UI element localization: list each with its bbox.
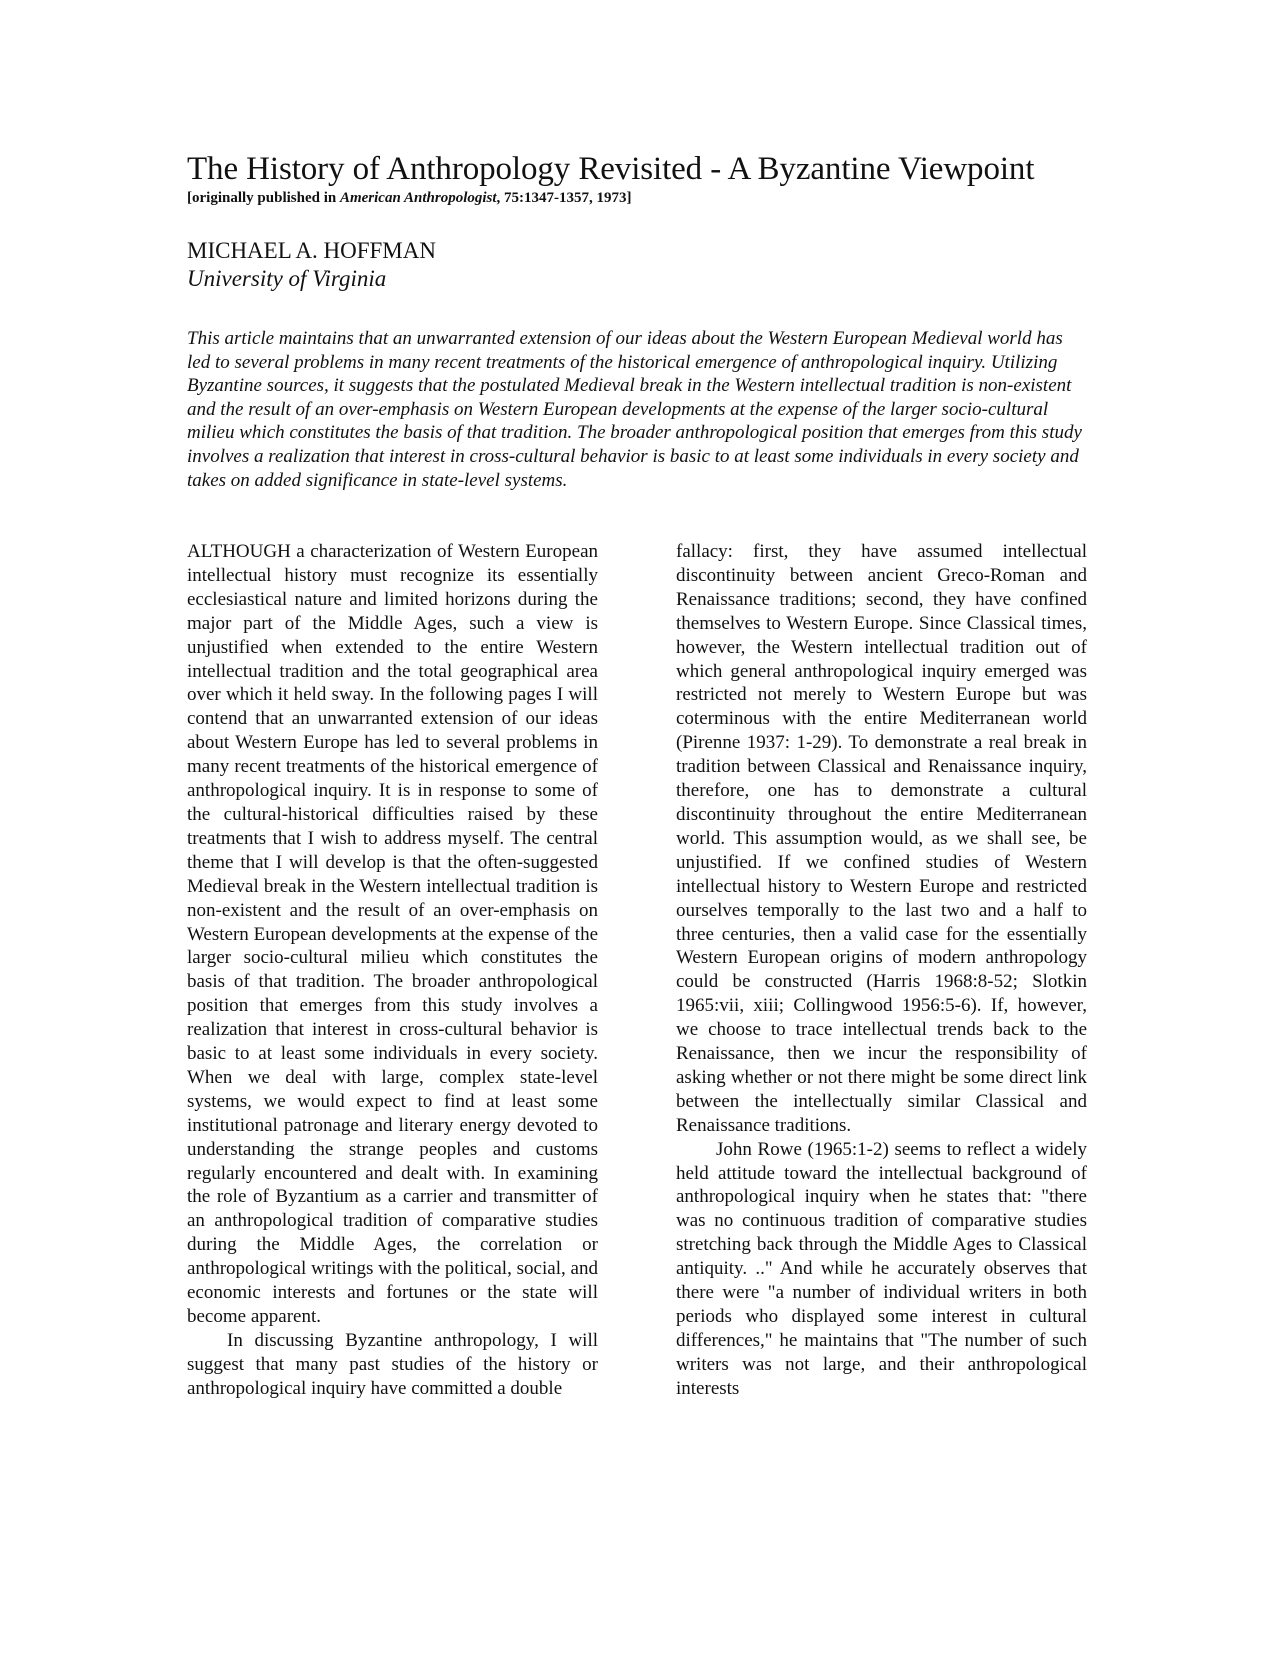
article-title: The History of Anthropology Revisited - A Byzantine Viewpoint xyxy=(187,151,1035,187)
publication-note xyxy=(187,189,1087,207)
publication-note-prefix: [originally published in xyxy=(187,190,340,206)
author-name: MICHAEL A. HOFFMAN xyxy=(187,238,436,263)
author-affiliation: University of Virginia xyxy=(187,266,387,291)
abstract: This article maintains that an unwarranted extension of our ideas about the Western European Medieval world has led to several problems in many recent treatments of the historical emergence of anthropological inquiry. Utilizing Byzantine sources, it suggests that the postulated Medieval break in the Western intellectual tradition is non-existent and the result of an over-emphasis on Western European developments at the expense of the larger socio-cultural milieu which constitutes the basis of that tradition. The broader anthropological position that emerges from this study involves a realization that interest in cross-cultural behavior is basic to at least some individuals in every society and takes on added significance in state-level systems. xyxy=(187,328,1082,491)
right-column xyxy=(676,540,1087,1401)
journal-name: American Anthropologist xyxy=(339,190,497,206)
paragraph: ALTHOUGH a characterization of Western European intellectual history must recognize its essentially ecclesiastical nature and limited horizons during the major part of the Middle Ages, such a view is unjustified when extended to the entire Western intellectual tradition and the total geographical area over which it held sway. In the following pages I will contend that an unwarranted extension of our ideas about Western Europe has led to several problems in many recent treatments of the historical emergence of anthropological inquiry. It is in response to some of the cultural-historical difficulties raised by these treatments that I wish to address myself. The central theme that I will develop is that the often-suggested Medieval break in the Western intellectual tradition is non-existent and the result of an over-emphasis on Western European developments at the expense of the larger socio-cultural milieu which constitutes the basis of that tradition. The broader anthropological position that emerges from this study involves a realization that interest in cross-cultural behavior is basic to at least some individuals in every society. When we deal with large, complex state-level systems, we would expect to find at least some institutional patronage and literary energy devoted to understanding the strange peoples and customs regularly encountered and dealt with. In examining the role of Byzantium as a carrier and transmitter of an anthropological tradition of comparative studies during the Middle Ages, the correlation or anthropological writings with the political, social, and economic interests and fortunes or the state will become apparent. xyxy=(187,541,598,1327)
paragraph: fallacy: first, they have assumed intellectual discontinuity between ancient Greco-Roman and Renaissance traditions; second, they have confined themselves to Western Europe. Since Classical times, however, the Western intellectual tradition out of which general anthropological inquiry emerged was restricted not merely to Western Europe but was coterminous with the entire Mediterranean world (Pirenne 1937: 1-29). To demonstrate a real break in tradition between Classical and Renaissance inquiry, therefore, one has to demonstrate a cultural discontinuity throughout the entire Mediterranean world. This assumption would, as we shall see, be unjustified. If we confined studies of Western intellectual history to Western Europe and restricted ourselves temporally to the last two and a half to three centuries, then a valid case for the essentially Western European origins of modern anthropology could be constructed (Harris 1968:8-52; Slotkin 1965:vii, xiii; Collingwood 1956:5-6). If, however, we choose to trace intellectual trends back to the Renaissance, then we incur the responsibility of asking whether or not there might be some direct link between the intellectually similar Classical and Renaissance traditions. xyxy=(676,541,1087,1136)
publication-note-suffix: , 75:1347-1357, 1973] xyxy=(496,190,632,206)
left-column xyxy=(187,540,598,1401)
paragraph: In discussing Byzantine anthropology, I will suggest that many past studies of the history or anthropological inquiry have committed a double xyxy=(187,1329,598,1399)
paragraph: John Rowe (1965:1-2) seems to reflect a widely held attitude toward the intellectual background of anthropological inquiry when he states that: "there was no continuous tradition of comparative studies stretching back through the Middle Ages to Classical antiquity. .." And while he accurately observes that there were "a number of individual writers in both periods who displayed some interest in cultural differences," he maintains that "The number of such writers was not large, and their anthropological interests xyxy=(676,1138,1087,1399)
article-header xyxy=(187,150,1087,492)
